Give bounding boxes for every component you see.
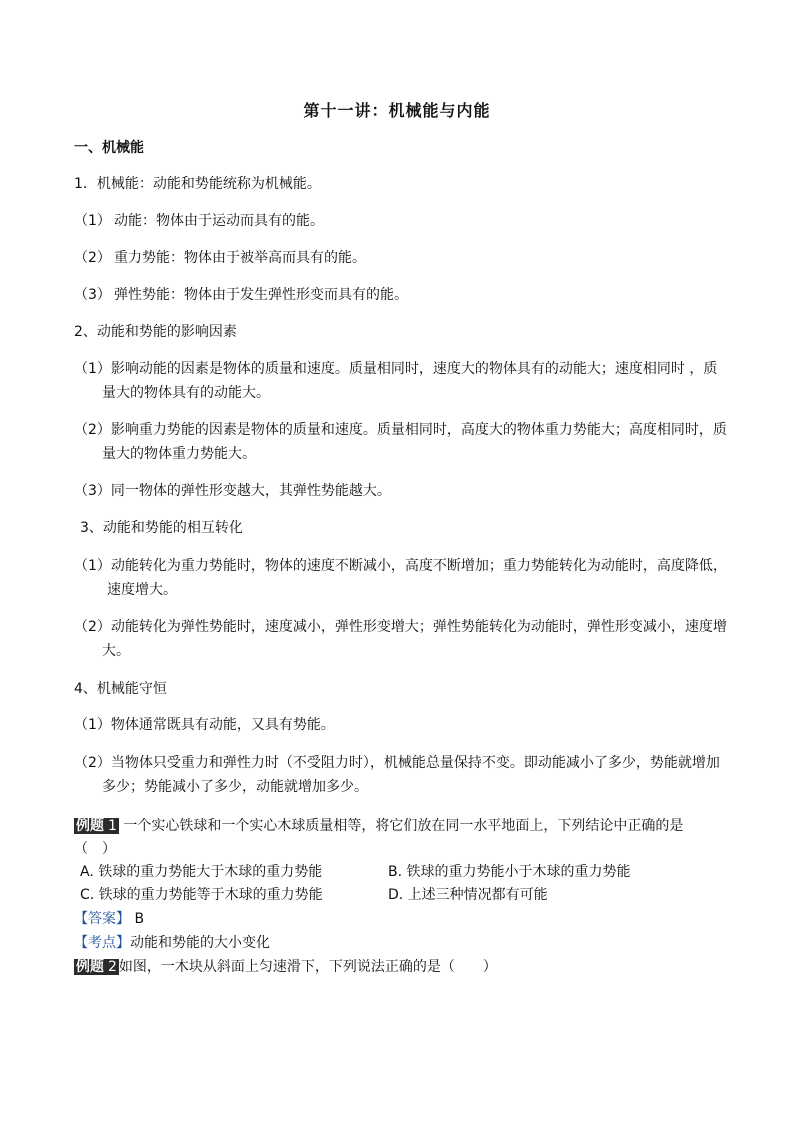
paragraph-conversion-2-line2: 大。 xyxy=(102,643,130,659)
list-item-elastic xyxy=(74,286,408,304)
paragraph-conservation-1: （1）物体通常既具有动能，又具有势能。 xyxy=(74,717,335,733)
paragraph-conversion-1-line1: （1）动能转化为重力势能时，物体的速度不断减小，高度不断增加；重力势能转化为动能时，高度降低， xyxy=(74,558,727,574)
paragraph-conservation-2-line1: （2）当物体只受重力和弹性力时（不受阻力时），机械能总量保持不变。即动能减小了多少，势能就增加 xyxy=(74,755,720,771)
paragraph-factors-3: （3）同一物体的弹性形变越大，其弹性势能越大。 xyxy=(74,483,391,499)
kaodian-value: 动能和势能的大小变化 xyxy=(130,935,270,951)
paragraph-definition: 1．机械能：动能和势能统称为机械能。 xyxy=(74,176,321,192)
example-tag: 例题 xyxy=(76,818,104,834)
paragraph-factors-2-line2: 量大的物体重力势能大。 xyxy=(102,446,256,462)
subheading-conversion: 3、动能和势能的相互转化 xyxy=(80,520,243,536)
example-1-blank: （ ） xyxy=(74,841,116,857)
paragraph-factors-1-line2: 量大的物体具有的动能大。 xyxy=(102,385,270,401)
paragraph-conversion-1-line2: 速度增大。 xyxy=(107,582,177,598)
kaodian-line xyxy=(74,934,270,952)
list-text: 弹性势能：物体由于发生弹性形变而具有的能。 xyxy=(114,287,408,303)
answer-line xyxy=(74,910,144,928)
subheading-factors: 2、动能和势能的影响因素 xyxy=(74,324,237,340)
example-tag: 例题 xyxy=(76,959,104,975)
answer-value: B xyxy=(134,911,145,927)
example-text: 如图，一木块从斜面上匀速滑下，下列说法正确的是（ ） xyxy=(118,959,497,975)
option-a: A. 铁球的重力势能大于木球的重力势能 xyxy=(80,864,323,880)
example-2-question xyxy=(74,958,497,976)
list-text: 重力势能：物体由于被举高而具有的能。 xyxy=(114,250,366,266)
option-d: D. 上述三种情况都有可能 xyxy=(388,887,548,903)
kaodian-label: 【考点】 xyxy=(74,935,130,951)
example-number: 1 xyxy=(108,818,117,834)
answer-label: 【答案】 xyxy=(74,911,130,927)
paragraph-conversion-2-line1: （2）动能转化为弹性势能时，速度减小，弹性形变增大；弹性势能转化为动能时，弹性形变减小，速度增 xyxy=(74,619,727,635)
list-number: （2） xyxy=(74,250,111,266)
list-item-kinetic xyxy=(74,212,324,230)
example-1-question xyxy=(74,817,683,835)
list-text: 动能：物体由于运动而具有的能。 xyxy=(114,213,324,229)
page-title: 第十一讲：机械能与内能 xyxy=(303,101,491,120)
option-c: C. 铁球的重力势能等于木球的重力势能 xyxy=(80,887,323,903)
paragraph-factors-1-line1: （1）影响动能的因素是物体的质量和速度。质量相同时，速度大的物体具有的动能大；速度相同时 ，质 xyxy=(74,361,718,377)
paragraph-factors-2-line1: （2）影响重力势能的因素是物体的质量和速度。质量相同时，高度大的物体重力势能大；高度相同时，质 xyxy=(74,422,727,438)
subheading-conservation: 4、机械能守恒 xyxy=(74,681,167,697)
list-item-gravitational xyxy=(74,249,366,267)
list-number: （1） xyxy=(74,213,111,229)
example-text: 一个实心铁球和一个实心木球质量相等，将它们放在同一水平地面上，下列结论中正确的是 xyxy=(123,818,684,834)
section-heading-mechanical-energy: 一、机械能 xyxy=(74,140,144,156)
paragraph-conservation-2-line2: 多少；势能减小了多少，动能就增加多少。 xyxy=(102,779,368,795)
example-number: 2 xyxy=(108,959,117,975)
option-b: B. 铁球的重力势能小于木球的重力势能 xyxy=(388,864,631,880)
list-number: （3） xyxy=(74,287,111,303)
